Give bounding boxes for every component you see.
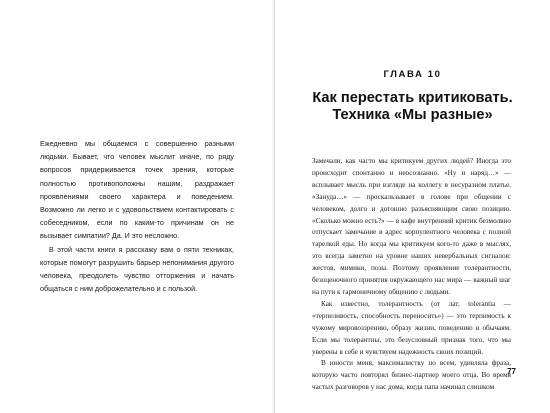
chapter-title xyxy=(275,90,550,124)
part-intro-text xyxy=(40,137,234,295)
left-page xyxy=(0,0,274,413)
body-paragraph-1: Замечали, как часто мы критикуем других людей? Иногда это происходит спонтанно и неосознанно. «Ну и наряд…» — всплывает мысль при взгляде на коллегу в несуразном платье. «Зануда…» — проскальзывает в голове при общении с человеком, долго и дотошно разъясняющим свою позицию. «Сколько можно есть?» — в кафе внутренний критик безмолвно отпускает замечание в адрес корпулентного человека с полной тарелкой еды. Но когда мы критикуем кого-то даже в мыслях, это всегда заметно на уровне наших невербальных сигналов: жестов, мимики, позы. Поэтому проявление толерантности, безоценочного принятия окружающего нас мира — важный шаг на пути к гармоничному общению с людьми. xyxy=(312,157,511,296)
chapter-body-text xyxy=(312,156,511,394)
right-page xyxy=(275,0,550,413)
page-number: 77 xyxy=(507,367,516,376)
chapter-title-line-1: Как перестать критиковать. xyxy=(312,90,513,106)
intro-paragraph-2: В этой части книги я расскажу вам о пяти техниках, которые помогут разрушить барьер непонимания другого человека, преодолеть чувство отторжения и начать общаться с ним доброжелательно и с пользой. xyxy=(40,244,234,294)
body-paragraph-3: В юности меня, максималистку по всем, удивляла фраза, которую часто повторял бизнес-партнер моего отца. Во время частых разговоров у нас дома, когда папа начинал слишком xyxy=(312,359,511,392)
chapter-title-line-2: Техника «Мы разные» xyxy=(332,107,493,123)
intro-paragraph-1: Ежедневно мы общаемся с совершенно разными людьми. Бывает, что человек мыслит иначе, по ряду вопросов придерживается точек зрения, которые полностью противоположны нашим, раздражает проявлениями своего характера и поведением. Возможно ли легко и с удовольствием контактировать с собеседником, если по каким-то причинам он не вызывает симпатии? Да. И это несложно. xyxy=(40,139,234,241)
body-paragraph-2: Как известно, толерантность (от лат. tolerantia — «терпеливость, способность переносить») — это терпимость к чужому мировоззрению, образу жизни, поведению и обычаям. Если мы толерантны, это безусловный признак того, что мы уверены в себе и чувствуем надежность своих позиций. xyxy=(312,299,511,356)
chapter-label: ГЛАВА 10 xyxy=(383,69,442,80)
